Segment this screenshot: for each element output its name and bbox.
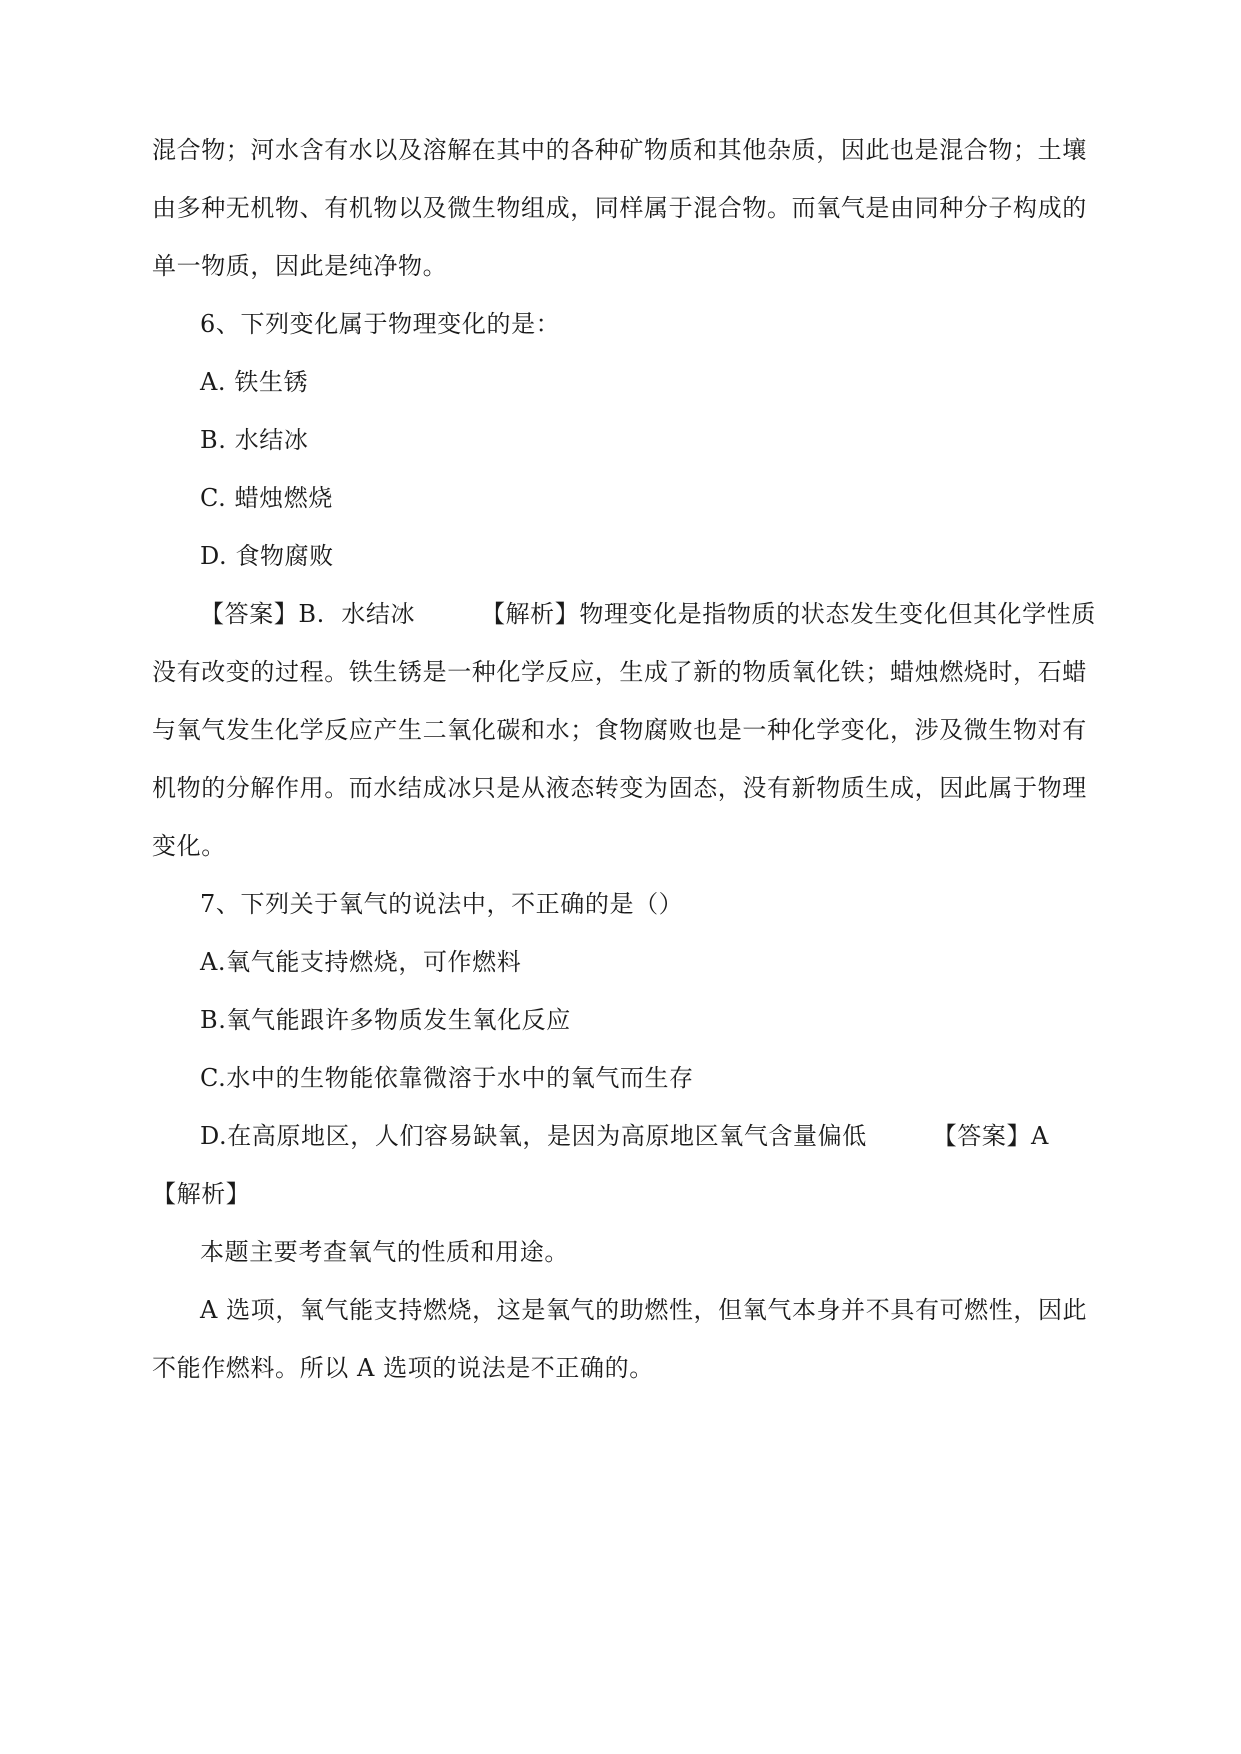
q7-option-b: B.氧气能跟许多物质发生氧化反应 [200,1006,571,1034]
q7-analysis-label: 【解析】 [152,1180,251,1208]
q7-analysis-line: 不能作燃料。所以 A 选项的说法是不正确的。 [152,1354,654,1382]
q6-option-d: D. 食物腐败 [200,542,334,570]
paragraph-line: 混合物；河水含有水以及溶解在其中的各种矿物质和其他杂质，因此也是混合物；土壤 [152,136,1087,164]
paragraph-line: 由多种无机物、有机物以及微生物组成，同样属于混合物。而氧气是由同种分子构成的 [152,194,1087,222]
q7-option-d: D.在高原地区，人们容易缺氧，是因为高原地区氧气含量偏低 【答案】A [200,1122,1049,1150]
question-6: 6、下列变化属于物理变化的是： [200,310,561,338]
q6-option-a: A. 铁生锈 [200,368,309,396]
question-7: 7、下列关于氧气的说法中，不正确的是（） [200,890,684,918]
q6-option-c: C. 蜡烛燃烧 [200,484,333,512]
q6-answer-line: 【答案】B. 水结冰 【解析】物理变化是指物质的状态发生变化但其化学性质 [200,600,1096,628]
q6-answer-line: 机物的分解作用。而水结成冰只是从液态转变为固态，没有新物质生成，因此属于物理 [152,774,1087,802]
q6-answer-line: 没有改变的过程。铁生锈是一种化学反应，生成了新的物质氧化铁；蜡烛燃烧时，石蜡 [152,658,1087,686]
q7-option-c: C.水中的生物能依靠微溶于水中的氧气而生存 [200,1064,694,1092]
q7-option-a: A.氧气能支持燃烧，可作燃料 [200,948,522,976]
q6-option-b: B. 水结冰 [200,426,309,454]
q7-analysis-line: 本题主要考查氧气的性质和用途。 [200,1238,569,1266]
q7-analysis-line: A 选项，氧气能支持燃烧，这是氧气的助燃性，但氧气本身并不具有可燃性，因此 [200,1296,1088,1324]
q6-answer-line: 变化。 [152,832,226,860]
q6-answer-line: 与氧气发生化学反应产生二氧化碳和水；食物腐败也是一种化学变化，涉及微生物对有 [152,716,1087,744]
paragraph-line: 单一物质，因此是纯净物。 [152,252,448,280]
